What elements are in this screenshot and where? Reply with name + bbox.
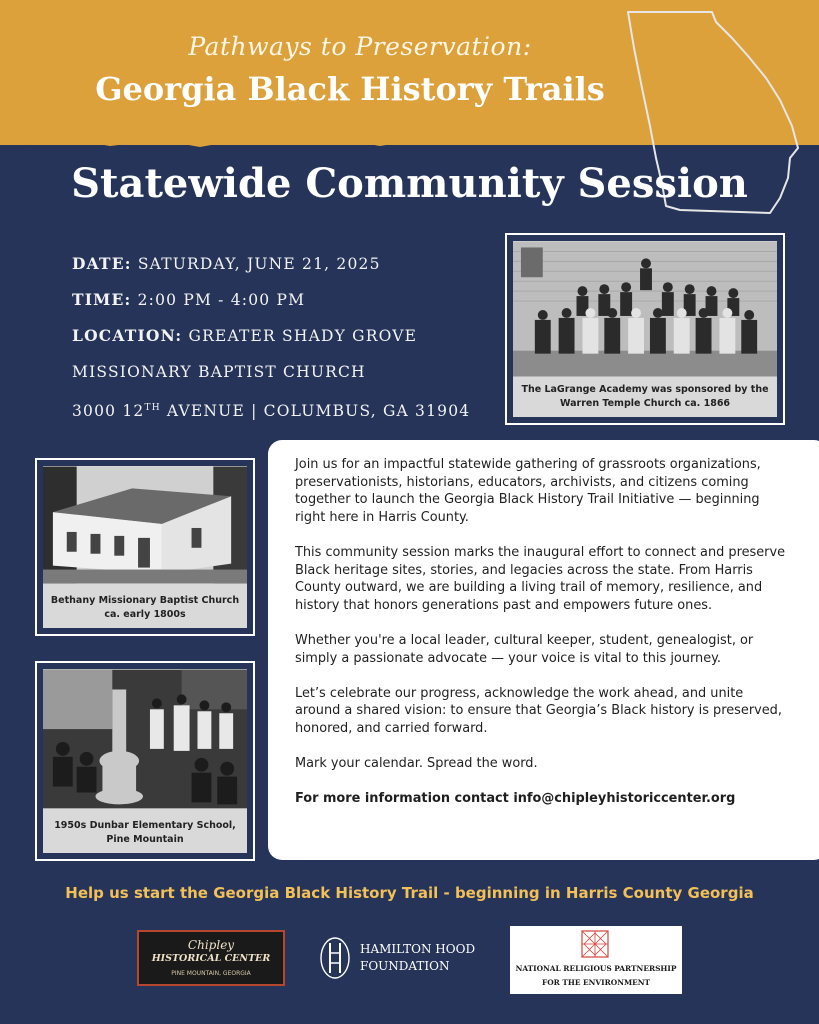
photo-frame: [43, 669, 247, 853]
body-paragraph-4: Let’s celebrate our progress, acknowledge the work ahead, and unite around a shared vision: to ensure that Georgia’s Black history is preserved, honored, and carried forward.: [295, 685, 782, 736]
photo-frame: [513, 241, 777, 417]
chipley-logo-line2: HISTORICAL CENTER: [151, 953, 271, 964]
body-paragraph-3: Whether you're a local leader, cultural keeper, student, genealogist, or simply a passionate advocate — your voice is vital to this journey.: [295, 632, 754, 666]
header-script-title: Pathways to Preservation:: [188, 32, 532, 61]
chipley-logo-line3: PINE MOUNTAIN, GEORGIA: [171, 970, 251, 977]
chipley-logo-line1: Chipley: [187, 938, 235, 952]
time-value: 2:00 PM - 4:00 PM: [137, 291, 306, 309]
session-title: Statewide Community Session: [71, 160, 748, 207]
body-paragraph-2: This community session marks the inaugural effort to connect and preserve Black heritage sites, stories, and legacies across the state. From Harris County outward, we are building a living trail of memory, resilience, and history that honors generations past and empowers future ones.: [295, 544, 786, 613]
header-main-title: Georgia Black History Trails: [95, 70, 605, 108]
nrp-emblem-icon: [580, 929, 610, 959]
bethany-church-photo: [43, 466, 247, 584]
hamilton-hood-emblem-icon: [318, 935, 352, 981]
date-value: SATURDAY, JUNE 21, 2025: [137, 255, 381, 273]
lagrange-academy-photo: [513, 241, 777, 377]
bethany-caption: Bethany Missionary Baptist Church ca. early 1800s: [50, 595, 240, 620]
address-superscript: TH: [144, 403, 161, 413]
body-paragraph-1: Join us for an impactful statewide gathering of grassroots organizations, preservationists, historians, educators, archivists, and citizens coming together to launch the Georgia Black History Trail Initiative — beginning right here in Harris County.: [295, 457, 761, 525]
hamilton-logo-line2: FOUNDATION: [360, 959, 450, 973]
date-label: DATE:: [72, 254, 132, 273]
location-value-line2: MISSIONARY BAPTIST CHURCH: [72, 363, 366, 381]
address-rest: AVENUE | COLUMBUS, GA 31904: [160, 402, 471, 421]
event-details: [72, 252, 492, 432]
description-card: [268, 440, 819, 860]
contact-line: For more information contact info@chipleyhistoriccenter.org: [295, 791, 736, 807]
time-label: TIME:: [72, 290, 132, 309]
national-religious-partnership-logo: [510, 926, 682, 994]
location-value-line1: GREATER SHADY GROVE: [188, 327, 418, 345]
chipley-historical-center-logo: [137, 930, 285, 986]
photo-card-bethany: [35, 458, 255, 636]
time-line: [72, 288, 492, 324]
photo-card-dunbar: [35, 661, 255, 861]
location-label: LOCATION:: [72, 326, 183, 345]
photo-frame: [43, 466, 247, 628]
address-line: [72, 396, 492, 432]
hamilton-logo-line1: HAMILTON HOOD: [360, 942, 476, 956]
call-to-action: Help us start the Georgia Black History Trail - beginning in Harris County Georgia: [65, 884, 754, 902]
location-line: [72, 324, 492, 360]
nrp-logo-line1: NATIONAL RELIGIOUS PARTNERSHIP: [515, 964, 677, 973]
hamilton-hood-foundation-logo: [318, 935, 478, 981]
dunbar-caption: 1950s Dunbar Elementary School, Pine Mountain: [54, 820, 236, 845]
body-paragraph-5: Mark your calendar. Spread the word.: [295, 756, 538, 772]
date-line: [72, 252, 492, 288]
lagrange-caption: The LaGrange Academy was sponsored by the Warren Temple Church ca. 1866: [521, 384, 769, 409]
dunbar-school-photo: [43, 669, 247, 809]
photo-card-lagrange: [505, 233, 785, 425]
nrp-logo-line2: FOR THE ENVIRONMENT: [541, 978, 651, 987]
address-number: 3000 12: [72, 402, 145, 421]
